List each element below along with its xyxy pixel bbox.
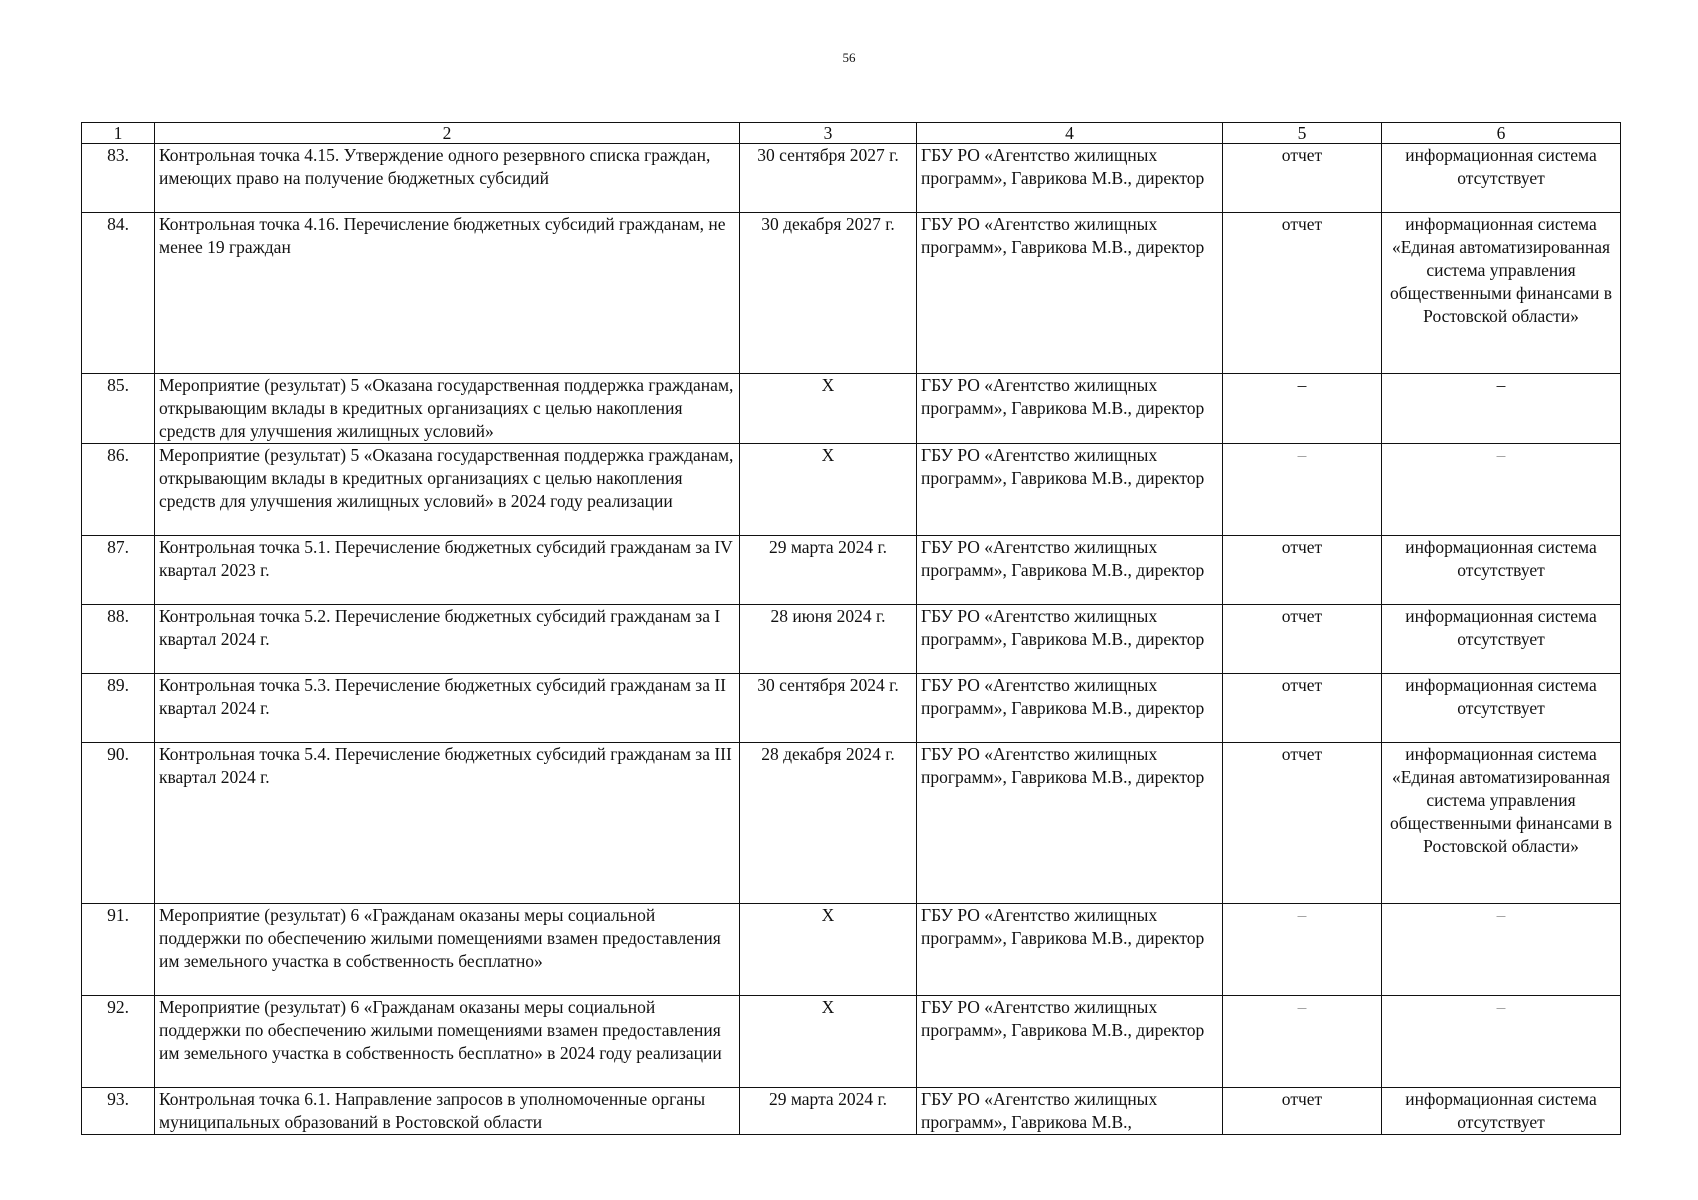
table-row (82, 374, 1621, 444)
row-document-type: отчет (1223, 605, 1382, 674)
row-number: 91. (82, 904, 155, 996)
row-information-system: информационная система «Единая автоматизированная система управления общественными финансами в Ростовской области» (1382, 213, 1621, 374)
row-document-type: отчет (1223, 144, 1382, 213)
row-responsible: ГБУ РО «Агентство жилищных программ», Гаврикова М.В., директор (917, 605, 1223, 674)
row-document-type: отчет (1223, 743, 1382, 904)
row-information-system: информационная система отсутствует (1382, 674, 1621, 743)
row-number: 87. (82, 536, 155, 605)
row-description: Контрольная точка 5.1. Перечисление бюджетных субсидий гражданам за IV квартал 2023 г. (155, 536, 740, 605)
row-number: 84. (82, 213, 155, 374)
row-document-type: отчет (1223, 213, 1382, 374)
row-responsible: ГБУ РО «Агентство жилищных программ», Гаврикова М.В., директор (917, 904, 1223, 996)
row-information-system: – (1382, 904, 1621, 996)
row-date: Х (740, 996, 917, 1088)
row-date: Х (740, 904, 917, 996)
row-information-system: – (1382, 996, 1621, 1088)
table-row (82, 674, 1621, 743)
table-header-row (82, 123, 1621, 144)
row-responsible: ГБУ РО «Агентство жилищных программ», Гаврикова М.В., директор (917, 674, 1223, 743)
row-description: Контрольная точка 5.2. Перечисление бюджетных субсидий гражданам за I квартал 2024 г. (155, 605, 740, 674)
row-document-type: – (1223, 444, 1382, 536)
column-header-3: 3 (740, 123, 917, 144)
table-row (82, 1088, 1621, 1135)
row-description: Мероприятие (результат) 5 «Оказана государственная поддержка гражданам, открывающим вклады в кредитных организациях с целью накопления средств для улучшения жилищных условий» (155, 374, 740, 444)
column-header-1: 1 (82, 123, 155, 144)
row-information-system: – (1382, 374, 1621, 444)
row-information-system: информационная система отсутствует (1382, 144, 1621, 213)
row-description: Контрольная точка 4.15. Утверждение одного резервного списка граждан, имеющих право на получение бюджетных субсидий (155, 144, 740, 213)
row-number: 90. (82, 743, 155, 904)
row-number: 92. (82, 996, 155, 1088)
row-number: 88. (82, 605, 155, 674)
row-description: Контрольная точка 5.3. Перечисление бюджетных субсидий гражданам за II квартал 2024 г. (155, 674, 740, 743)
row-number: 85. (82, 374, 155, 444)
row-date: Х (740, 444, 917, 536)
row-document-type: – (1223, 996, 1382, 1088)
column-header-2: 2 (155, 123, 740, 144)
row-information-system: – (1382, 444, 1621, 536)
row-responsible: ГБУ РО «Агентство жилищных программ», Гаврикова М.В., директор (917, 536, 1223, 605)
row-description: Контрольная точка 5.4. Перечисление бюджетных субсидий гражданам за III квартал 2024 г. (155, 743, 740, 904)
row-document-type: – (1223, 904, 1382, 996)
row-date: 30 декабря 2027 г. (740, 213, 917, 374)
row-responsible: ГБУ РО «Агентство жилищных программ», Гаврикова М.В., директор (917, 213, 1223, 374)
row-number: 89. (82, 674, 155, 743)
row-responsible: ГБУ РО «Агентство жилищных программ», Гаврикова М.В., директор (917, 444, 1223, 536)
table-row (82, 213, 1621, 374)
row-responsible: ГБУ РО «Агентство жилищных программ», Гаврикова М.В., директор (917, 374, 1223, 444)
table-row (82, 536, 1621, 605)
row-date: 28 декабря 2024 г. (740, 743, 917, 904)
column-header-6: 6 (1382, 123, 1621, 144)
row-responsible: ГБУ РО «Агентство жилищных программ», Гаврикова М.В., (917, 1088, 1223, 1135)
table-row (82, 444, 1621, 536)
row-description: Мероприятие (результат) 6 «Гражданам оказаны меры социальной поддержки по обеспечению жилыми помещениями взамен предоставления им земельного участка в собственность бесплатно» (155, 904, 740, 996)
row-responsible: ГБУ РО «Агентство жилищных программ», Гаврикова М.В., директор (917, 996, 1223, 1088)
row-date: 28 июня 2024 г. (740, 605, 917, 674)
row-date: 29 марта 2024 г. (740, 1088, 917, 1135)
row-description: Мероприятие (результат) 5 «Оказана государственная поддержка гражданам, открывающим вклады в кредитных организациях с целью накопления средств для улучшения жилищных условий» в 2024 году реализации (155, 444, 740, 536)
row-information-system: информационная система отсутствует (1382, 605, 1621, 674)
row-number: 93. (82, 1088, 155, 1135)
control-points-table (81, 122, 1621, 1135)
column-header-4: 4 (917, 123, 1223, 144)
table-row (82, 904, 1621, 996)
row-date: Х (740, 374, 917, 444)
row-information-system: информационная система отсутствует (1382, 1088, 1621, 1135)
row-document-type: – (1223, 374, 1382, 444)
row-document-type: отчет (1223, 1088, 1382, 1135)
page-number: 56 (842, 50, 856, 65)
row-document-type: отчет (1223, 674, 1382, 743)
row-number: 86. (82, 444, 155, 536)
row-information-system: информационная система отсутствует (1382, 536, 1621, 605)
row-number: 83. (82, 144, 155, 213)
row-responsible: ГБУ РО «Агентство жилищных программ», Гаврикова М.В., директор (917, 144, 1223, 213)
table-row (82, 605, 1621, 674)
column-header-5: 5 (1223, 123, 1382, 144)
row-document-type: отчет (1223, 536, 1382, 605)
row-description: Контрольная точка 6.1. Направление запросов в уполномоченные органы муниципальных образований в Ростовской области (155, 1088, 740, 1135)
row-date: 30 сентября 2024 г. (740, 674, 917, 743)
row-date: 30 сентября 2027 г. (740, 144, 917, 213)
row-description: Контрольная точка 4.16. Перечисление бюджетных субсидий гражданам, не менее 19 граждан (155, 213, 740, 374)
row-date: 29 марта 2024 г. (740, 536, 917, 605)
row-responsible: ГБУ РО «Агентство жилищных программ», Гаврикова М.В., директор (917, 743, 1223, 904)
table-row (82, 996, 1621, 1088)
table-row (82, 743, 1621, 904)
row-description: Мероприятие (результат) 6 «Гражданам оказаны меры социальной поддержки по обеспечению жилыми помещениями взамен предоставления им земельного участка в собственность бесплатно» в 2024 году реализации (155, 996, 740, 1088)
row-information-system: информационная система «Единая автоматизированная система управления общественными финансами в Ростовской области» (1382, 743, 1621, 904)
table-row (82, 144, 1621, 213)
